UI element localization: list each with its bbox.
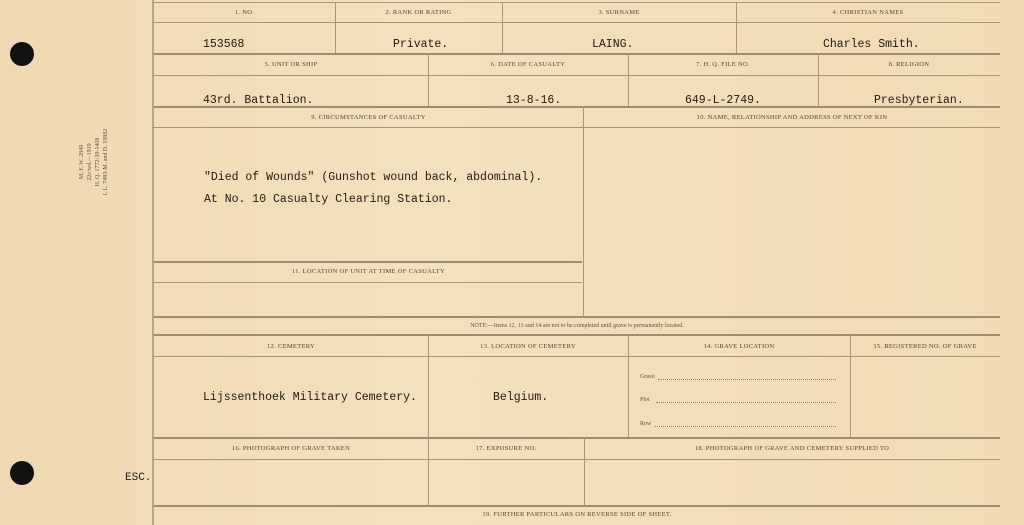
punch-hole-top [10,42,34,66]
note-text: NOTE:—Items 12, 13 and 14 are not to be completed until grave is permanently located. [470,323,684,329]
christian-names-label: 4. CHRISTIAN NAMES [832,9,904,16]
further-particulars-label: 19. FURTHER PARTICULARS ON REVERSE SIDE OF SHEET. [482,511,672,518]
location-of-cemetery-label: 13. LOCATION OF CEMETERY [480,343,576,350]
date-label: 6. DATE OF CASUALTY [490,61,566,68]
unit-value: 43rd. Battalion. [203,94,314,107]
photo-supplied-label: 18. PHOTOGRAPH OF GRAVE AND CEMETERY SUPPLIED TO [694,445,890,452]
circumstances-line-2: At No. 10 Casualty Clearing Station. [204,193,453,206]
grave-dotted-line [658,379,836,380]
cemetery-value: Lijssenthoek Military Cemetery. [203,391,417,404]
stamp-line: M. F. W. 2849 [79,144,85,180]
stamp-line: 22c/wd.—1919 [87,143,93,181]
registered-no-label: 15. REGISTERED NO. OF GRAVE [873,343,977,350]
circumstances-label: 9. CIRCUMSTANCES OF CASUALTY [311,114,426,121]
print-stamp [78,102,148,222]
photo-taken-label: 16. PHOTOGRAPH OF GRAVE TAKEN [231,445,351,452]
surname-value: LAING. [592,38,634,51]
esc-mark: ESC. [125,472,152,484]
circumstances-line-1: "Died of Wounds" (Gunshot wound back, abdominal). [204,171,543,184]
row-field-label: Row [640,421,652,427]
hq-file-value: 649-L-2749. [685,94,761,107]
stamp-line: I. L. 7483-M. and D. 19882 [103,128,109,196]
plot-dotted-line [656,402,836,403]
grave-field-label: Grave [640,374,655,380]
punch-hole-bottom [10,461,34,485]
grave-location-label: 14. GRAVE LOCATION [703,343,775,350]
stamp-line: H. Q. 1772-39-1408 [95,137,101,187]
location-of-unit-label: 11. LOCATION OF UNIT AT TIME OF CASUALTY [291,268,446,275]
row-dotted-line [655,426,836,427]
no-value: 153568 [203,38,245,51]
unit-label: 5. UNIT OR SHIP [264,61,318,68]
cemetery-label: 12. CEMETERY [266,343,316,350]
rank-value: Private. [393,38,449,51]
plot-field-label: Plot [640,397,650,403]
exposure-no-label: 17. EXPOSURE NO. [475,445,537,452]
rank-label: 2. RANK OR RATING [385,9,452,16]
location-of-cemetery-value: Belgium. [493,391,549,404]
hq-file-label: 7. H. Q. FILE NO. [696,61,750,68]
surname-label: 3. SURNAME [598,9,640,16]
religion-value: Presbyterian. [874,94,964,107]
date-value: 13-8-16. [506,94,562,107]
next-of-kin-label: 10. NAME, RELATIONSHIP AND ADDRESS OF NEXT OF KIN [696,114,888,121]
no-label: 1. NO. [234,9,255,16]
religion-label: 8. RELIGION [888,61,930,68]
christian-names-value: Charles Smith. [823,38,920,51]
